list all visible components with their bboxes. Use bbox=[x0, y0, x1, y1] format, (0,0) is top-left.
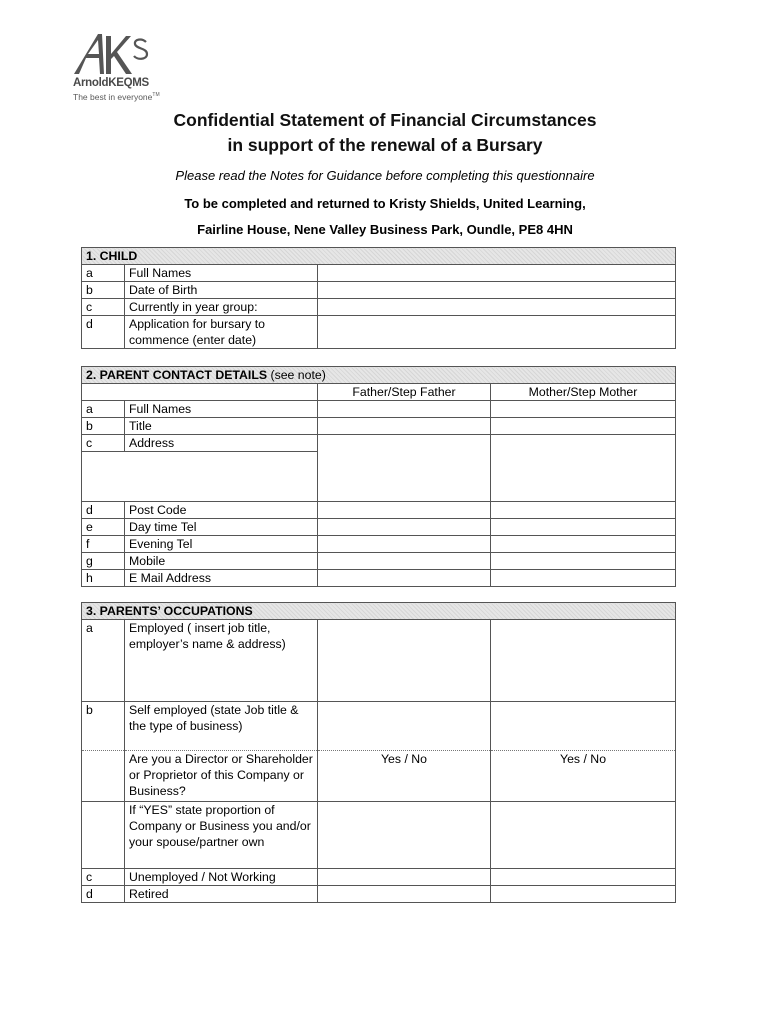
retired-label: Retired bbox=[125, 886, 318, 903]
column-header-mother: Mother/Step Mother bbox=[491, 384, 676, 401]
column-header-father: Father/Step Father bbox=[318, 384, 491, 401]
mother-director-yes-no[interactable]: Yes / No bbox=[491, 751, 676, 802]
father-full-names-field[interactable] bbox=[318, 401, 491, 418]
parent-occupations-table bbox=[81, 602, 676, 903]
child-year-group-field[interactable] bbox=[318, 299, 676, 316]
row-letter-blank bbox=[82, 802, 125, 869]
mother-full-names-field[interactable] bbox=[491, 401, 676, 418]
bursary-commence-date-field[interactable] bbox=[318, 316, 676, 349]
father-director-yes-no[interactable]: Yes / No bbox=[318, 751, 491, 802]
row-letter: d bbox=[82, 502, 125, 519]
parent-daytime-tel-label: Day time Tel bbox=[125, 519, 318, 536]
guidance-note: Please read the Notes for Guidance before completing this questionnaire bbox=[175, 168, 595, 183]
row-letter: c bbox=[82, 299, 125, 316]
parent-email-label: E Mail Address bbox=[125, 570, 318, 587]
return-instructions-line-1: To be completed and returned to Kristy Shields, United Learning, bbox=[184, 196, 586, 211]
mother-mobile-field[interactable] bbox=[491, 553, 676, 570]
employed-label: Employed ( insert job title, employer’s name & address) bbox=[125, 620, 318, 702]
parent-title-label: Title bbox=[125, 418, 318, 435]
child-date-of-birth-label: Date of Birth bbox=[125, 282, 318, 299]
mother-self-employed-field[interactable] bbox=[491, 702, 676, 751]
child-year-group-label: Currently in year group: bbox=[125, 299, 318, 316]
row-letter: b bbox=[82, 282, 125, 299]
row-letter: a bbox=[82, 265, 125, 282]
row-letter: c bbox=[82, 869, 125, 886]
row-letter: d bbox=[82, 886, 125, 903]
father-email-field[interactable] bbox=[318, 570, 491, 587]
aks-logo-mark bbox=[72, 30, 152, 78]
parent-mobile-label: Mobile bbox=[125, 553, 318, 570]
child-date-of-birth-field[interactable] bbox=[318, 282, 676, 299]
bursary-commence-date-label: Application for bursary to commence (enter date) bbox=[125, 316, 318, 349]
row-letter: f bbox=[82, 536, 125, 553]
logo-tagline: The best in everyone™ bbox=[73, 92, 160, 102]
unemployed-label: Unemployed / Not Working bbox=[125, 869, 318, 886]
father-unemployed-field[interactable] bbox=[318, 869, 491, 886]
child-full-names-field[interactable] bbox=[318, 265, 676, 282]
aks-logo bbox=[72, 30, 162, 110]
parent-occupations-heading: 3. PARENTS’ OCCUPATIONS bbox=[82, 603, 676, 620]
director-question-label: Are you a Director or Shareholder or Proprietor of this Company or Business? bbox=[125, 751, 318, 802]
form-title-line-2: in support of the renewal of a Bursary bbox=[227, 135, 543, 155]
row-letter: b bbox=[82, 418, 125, 435]
mother-unemployed-field[interactable] bbox=[491, 869, 676, 886]
parent-contact-heading: 2. PARENT CONTACT DETAILS (see note) bbox=[82, 367, 676, 384]
mother-retired-field[interactable] bbox=[491, 886, 676, 903]
parent-evening-tel-label: Evening Tel bbox=[125, 536, 318, 553]
row-letter: c bbox=[82, 435, 125, 452]
parent-address-label: Address bbox=[125, 435, 318, 452]
parent-post-code-label: Post Code bbox=[125, 502, 318, 519]
father-address-field[interactable] bbox=[318, 435, 491, 502]
parent-contact-table bbox=[81, 366, 676, 587]
child-full-names-label: Full Names bbox=[125, 265, 318, 282]
form-title-line-1: Confidential Statement of Financial Circumstances bbox=[173, 110, 597, 130]
row-letter: b bbox=[82, 702, 125, 751]
row-letter: e bbox=[82, 519, 125, 536]
father-daytime-tel-field[interactable] bbox=[318, 519, 491, 536]
mother-title-field[interactable] bbox=[491, 418, 676, 435]
father-ownership-proportion-field[interactable] bbox=[318, 802, 491, 869]
row-letter: a bbox=[82, 401, 125, 418]
mother-email-field[interactable] bbox=[491, 570, 676, 587]
father-post-code-field[interactable] bbox=[318, 502, 491, 519]
row-letter: h bbox=[82, 570, 125, 587]
parent-full-names-label: Full Names bbox=[125, 401, 318, 418]
mother-daytime-tel-field[interactable] bbox=[491, 519, 676, 536]
mother-post-code-field[interactable] bbox=[491, 502, 676, 519]
child-section-heading: 1. CHILD bbox=[82, 248, 676, 265]
logo-company-name: ArnoldKEQMS bbox=[73, 77, 149, 89]
father-evening-tel-field[interactable] bbox=[318, 536, 491, 553]
mother-evening-tel-field[interactable] bbox=[491, 536, 676, 553]
self-employed-label: Self employed (state Job title & the type of business) bbox=[125, 702, 318, 751]
mother-employed-field[interactable] bbox=[491, 620, 676, 702]
row-letter-blank bbox=[82, 751, 125, 802]
return-instructions-line-2: Fairline House, Nene Valley Business Park, Oundle, PE8 4HN bbox=[197, 222, 573, 237]
father-employed-field[interactable] bbox=[318, 620, 491, 702]
mother-address-field[interactable] bbox=[491, 435, 676, 502]
father-self-employed-field[interactable] bbox=[318, 702, 491, 751]
row-letter: a bbox=[82, 620, 125, 702]
mother-ownership-proportion-field[interactable] bbox=[491, 802, 676, 869]
father-title-field[interactable] bbox=[318, 418, 491, 435]
row-letter: g bbox=[82, 553, 125, 570]
child-section-table bbox=[81, 247, 676, 349]
row-letter: d bbox=[82, 316, 125, 349]
father-retired-field[interactable] bbox=[318, 886, 491, 903]
column-header-spacer bbox=[82, 384, 318, 401]
address-continuation-cell bbox=[82, 452, 318, 502]
father-mobile-field[interactable] bbox=[318, 553, 491, 570]
ownership-proportion-label: If “YES” state proportion of Company or Business you and/or your spouse/partner own bbox=[125, 802, 318, 869]
